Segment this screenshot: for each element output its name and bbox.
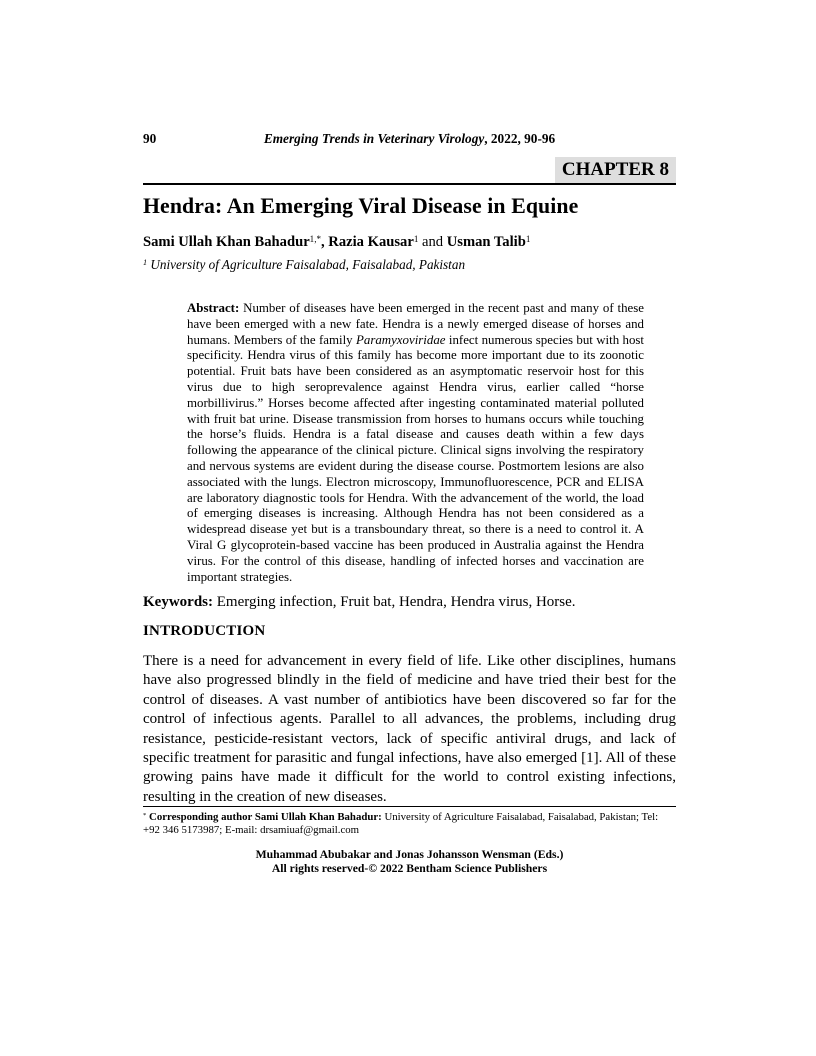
- footnote-divider: [143, 806, 676, 807]
- chapter-rule: [143, 157, 676, 185]
- author-affiliation-marker-1: 1,*: [309, 233, 321, 244]
- running-head-issue: , 2022, 90-96: [484, 131, 556, 146]
- author-name-2: Razia Kausar: [328, 234, 414, 250]
- page-footer-block: [143, 806, 676, 875]
- abstract-label: Abstract:: [187, 301, 240, 315]
- author-name-1: Sami Ullah Khan Bahadur: [143, 234, 310, 250]
- abstract-block: [187, 301, 644, 585]
- introduction-heading: INTRODUCTION: [143, 623, 266, 639]
- running-head: [143, 131, 676, 147]
- running-head-journal: Emerging Trends in Veterinary Virology: [263, 131, 485, 146]
- authors-line: [143, 234, 676, 251]
- keywords-line: [143, 594, 676, 611]
- introduction-paragraph: There is a need for advancement in every field of life. Like other disciplines, humans have also progressed blindly in the field of medicine and have tried their best for the control of diseases. A vast number of antibiotics have been discovered so far for the control of infectious agents. Parallel to all advances, the problems, including drug resistance, pesticide-resistant vectors, lack of specific antiviral drugs, and lack of specific treatment for parasitic and fungal infections, have also emerged [1]. All of these growing pains have made it difficult for the world to control existing infections, resulting in the creation of new diseases.: [143, 653, 676, 805]
- email-address: drsamiuaf@gmail.com: [260, 824, 360, 836]
- abstract-text-2: infect numerous species but with host specificity. Hendra virus of this family has become more important due to its zoonotic potential. Fruit bats have been considered as an asymptomatic reservoir host for this virus due to high seroprevalence against Hendra virus, earlier called “horse morbillivirus.” Horses become affected after ingesting contaminated material polluted with fruit bat urine. Disease transmission from horses to humans occurs while touching the horse’s fluids. Hendra is a fatal disease and causes death within a few days following the appearance of the clinical picture. Clinical signs involving the respiratory and nervous systems are evident during the disease course. Postmortem lesions are also associated with the lungs. Electron microscopy, Immunofluorescence, PCR and ELISA are laboratory diagnostic tools for Hendra. With the advancement of the world, the load of emerging diseases is increasing. Although Hendra has not been considered as a widespread disease yet but is a transboundary threat, so there is a need to control it. A Viral G glycoprotein-based vaccine has been produced in Australia against the Hendra virus. For the control of this disease, handling of infected horses and vaccination are important strategies.: [187, 332, 644, 584]
- footnote-bold-text: Corresponding author Sami Ullah Khan Bahadur:: [146, 811, 382, 823]
- corresponding-author-note: [143, 811, 676, 837]
- author-affiliation-marker-3: 1: [525, 233, 531, 244]
- footer-rights: All rights reserved-© 2022 Bentham Science Publishers: [271, 861, 548, 875]
- author-separator: ,: [320, 234, 329, 250]
- affiliation-text: University of Agriculture Faisalabad, Faisalabad, Pakistan: [147, 257, 466, 272]
- page-header: [143, 131, 676, 147]
- affiliation-marker: 1: [143, 258, 148, 268]
- author-affiliation-marker-2: 1: [413, 233, 419, 244]
- chapter-badge: CHAPTER 8: [555, 157, 676, 183]
- footnote-star: *: [143, 812, 147, 819]
- footnote-text: University of Agriculture Faisalabad, Faisalabad, Pakistan; Tel: +92 346 5173987; E-mail:: [143, 811, 659, 836]
- keywords-label: Keywords:: [143, 594, 213, 610]
- abstract-text-1: Number of diseases have been emerged in the recent past and many of these have been emerged with a new fate. Hendra is a newly emerged disease of horses and humans. Members of the family: [187, 301, 644, 347]
- italic-taxon-name: Paramyxoviridae: [356, 332, 446, 347]
- author-conjunction: and: [418, 234, 447, 250]
- keywords-text: Emerging infection, Fruit bat, Hendra, Hendra virus, Horse.: [213, 594, 576, 610]
- footer-editors: Muhammad Abubakar and Jonas Johansson Wensman (Eds.): [255, 848, 564, 861]
- page-number: 90: [143, 131, 157, 146]
- author-name-3: Usman Talib: [446, 234, 526, 250]
- affiliation-line: [143, 257, 676, 273]
- chapter-title: Hendra: An Emerging Viral Disease in Equine: [143, 194, 579, 218]
